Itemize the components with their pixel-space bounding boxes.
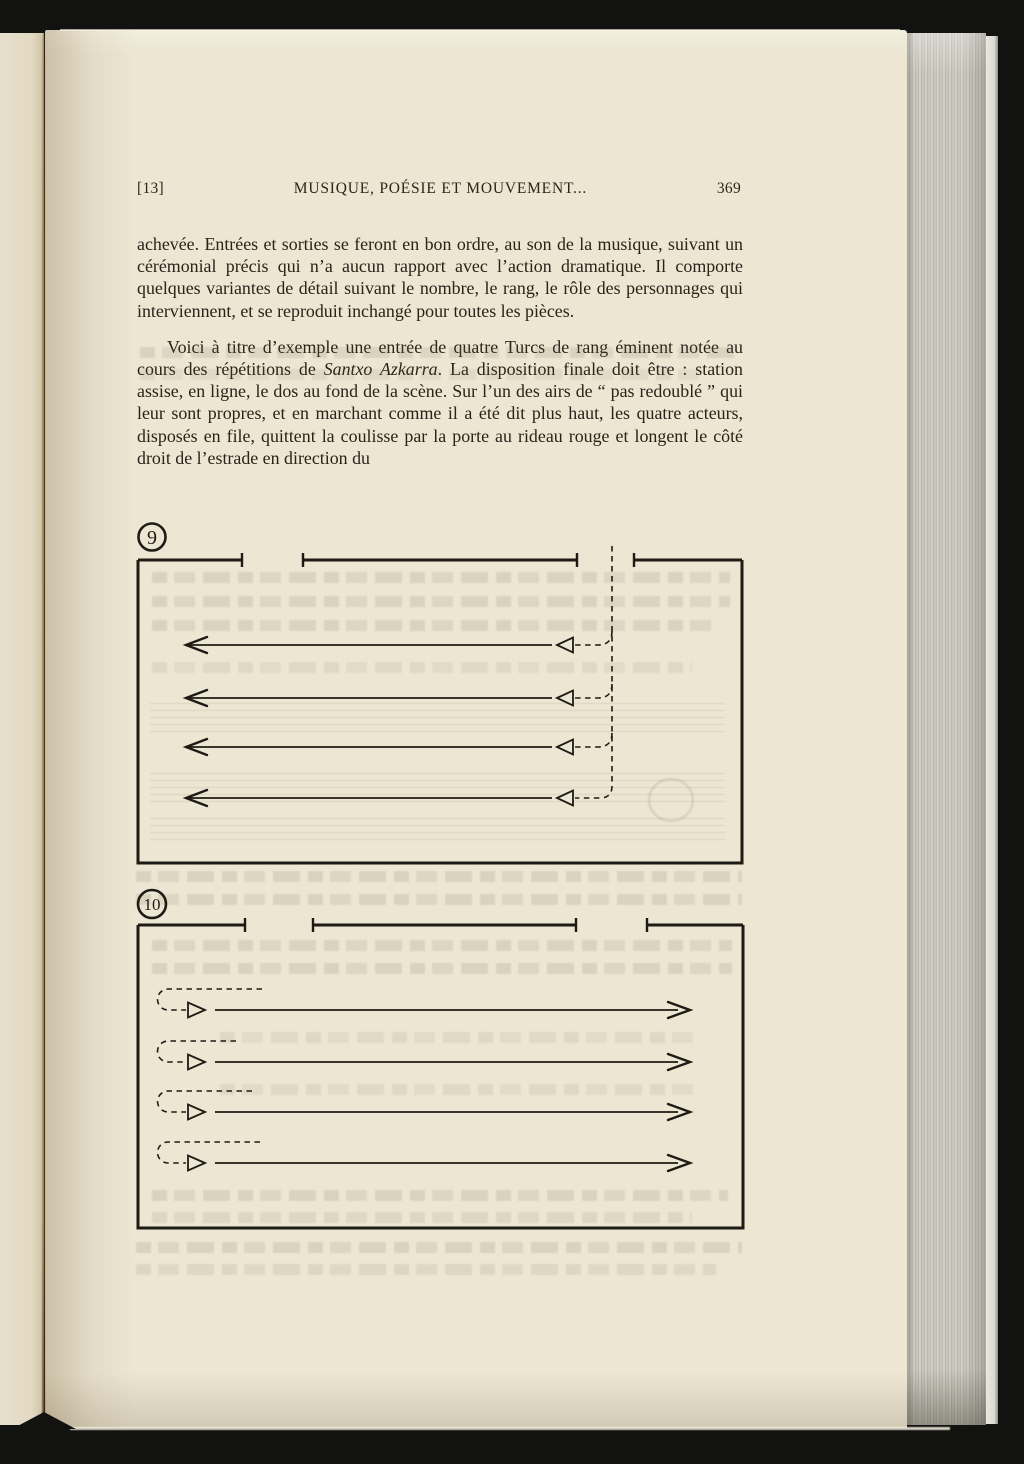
header-section-number: [13] (137, 180, 165, 197)
gutter-bottom-shadow (12, 1412, 76, 1429)
fore-edge-shading (907, 33, 986, 1425)
body-text (137, 233, 743, 469)
figure-10-label: 10 (143, 895, 161, 914)
figure-10-diagram (110, 872, 770, 1247)
entry-dashed-path (575, 546, 612, 798)
figure-9-diagram (110, 505, 770, 880)
paragraph: Voici à titre d’exemple une entrée de quatre Turcs de rang éminent notée au cours des répétitions de Santxo Azkarra. La disposition finale doit être : station assise, en ligne, le dos au fond de la scène. Sur l’un des airs de “ pas redoublé ” qui leur sont propres, et en marchant comme il a été dit plus haut, les quatre acteurs, disposés en file, quittent la coulisse par la porte au rideau rouge et longent le côté droit de l’estrade en direction du (137, 336, 743, 468)
figure-9-label: 9 (147, 527, 157, 549)
movement-arrows (158, 989, 691, 1171)
page-bottom-edge (70, 1427, 950, 1430)
page-number: 369 (716, 180, 741, 197)
page-top-edge (60, 29, 900, 31)
gutter-crease (42, 36, 45, 1424)
facing-page-edge (0, 33, 44, 1425)
stage-outline (138, 925, 743, 1228)
movement-arrows (186, 637, 573, 806)
running-title: MUSIQUE, POÉSIE ET MOUVEMENT... (293, 180, 588, 197)
stage-outline (138, 560, 742, 863)
outer-page-edge (986, 36, 998, 1424)
paragraph: achevée. Entrées et sorties se feront en bon ordre, au son de la musique, suivant un cérémonial précis qui n’a aucun rapport avec l’action dramatique. Il comporte quelques variantes de détail suivant le nombre, le rang, le rôle des personnages qui interviennent, et se reproduit inchangé pour toutes les pièces. (137, 234, 743, 321)
page-header (137, 180, 741, 198)
